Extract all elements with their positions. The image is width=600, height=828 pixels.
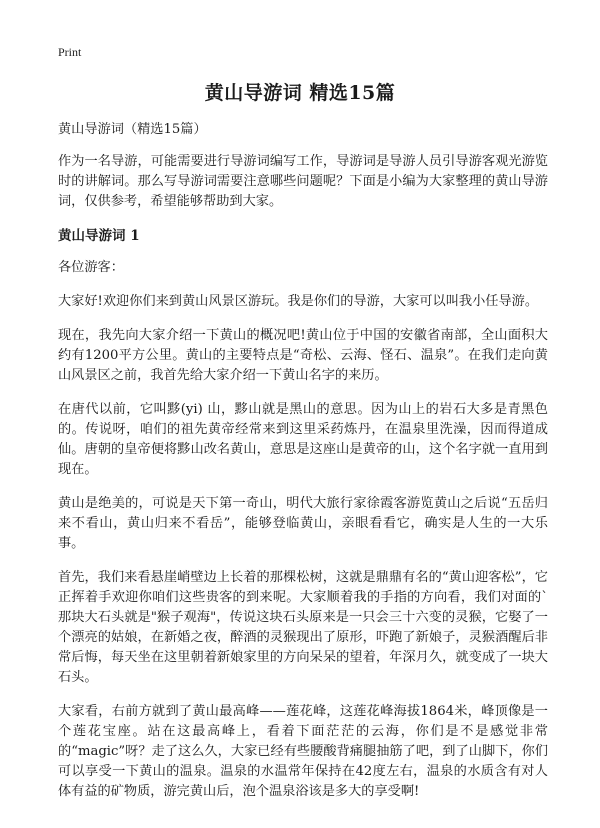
page-title: 黄山导游词 精选15篇 <box>204 82 396 104</box>
paragraph: 现在，我先向大家介绍一下黄山的概况吧!黄山位于中国的安徽省南部，全山面积大约有1200平方公里。黄山的主要特点是“奇松、云海、怪石、温泉”。在我们走向黄山风景区之前，我首先给大家介绍一下黄山名字的来历。 <box>58 328 548 383</box>
intro-paragraph: 作为一名导游，可能需要进行导游词编写工作，导游词是导游人员引导游客观光游览时的讲解词。那么写导游词需要注意哪些问题呢？下面是小编为大家整理的黄山导游词，仅供参考，希望能够帮助到大家。 <box>58 154 548 209</box>
paragraph: 大家看，右前方就到了黄山最高峰——莲花峰，这莲花峰海拔1864米，峰顶像是一个莲花宝座。站在这最高峰上，看着下面茫茫的云海，你们是不是感觉非常的“magic”呀？走了这么久，大家已经有些腰酸背痛腿抽筋了吧，到了山脚下，你们可以享受一下黄山的温泉。温泉的水温常年保持在42度左右，温泉的水质含有对人体有益的矿物质，游完黄山后，泡个温泉浴该是多大的享受啊! <box>58 704 548 799</box>
paragraph: 在唐代以前，它叫黟(yi) 山，黟山就是黑山的意思。因为山上的岩石大多是青黑色的。传说呀，咱们的祖先黄帝经常来到这里采药炼丹，在温泉里洗澡，因而得道成仙。唐朝的皇帝便将黟山改名黄山，意思是这座山是黄帝的山，这个名字就一直用到现在。 <box>58 402 548 477</box>
section-heading: 黄山导游词 1 <box>58 228 140 244</box>
paragraph: 首先，我们来看悬崖峭壁边上长着的那棵松树，这就是鼎鼎有名的“黄山迎客松”，它正挥着手欢迎你咱们这些贵客的到来呢。大家顺着我的手指的方向看，我们对面的`那块大石头就是"猴子观海"，传说这块石头原来是一只会三十六变的灵猴，它娶了一个漂亮的姑娘，在新婚之夜，醉酒的灵猴现出了原形，吓跑了新娘子，灵猴酒醒后非常后悔，每天坐在这里朝着新娘家里的方向呆呆的望着，年深月久，就变成了一块大石头。 <box>58 570 548 685</box>
article-body <box>58 120 548 816</box>
print-link[interactable]: Print <box>58 45 82 59</box>
paragraph: 黄山是绝美的，可说是天下第一奇山，明代大旅行家徐霞客游览黄山之后说“五岳归来不看山，黄山归来不看岳”，能够登临黄山，亲眼看看它，确实是人生的一大乐事。 <box>58 496 548 551</box>
paragraph: 大家好!欢迎你们来到黄山风景区游玩。我是你们的导游，大家可以叫我小任导游。 <box>58 294 539 309</box>
paragraph: 各位游客： <box>58 260 124 275</box>
article-subtitle: 黄山导游词（精选15篇） <box>58 122 207 137</box>
